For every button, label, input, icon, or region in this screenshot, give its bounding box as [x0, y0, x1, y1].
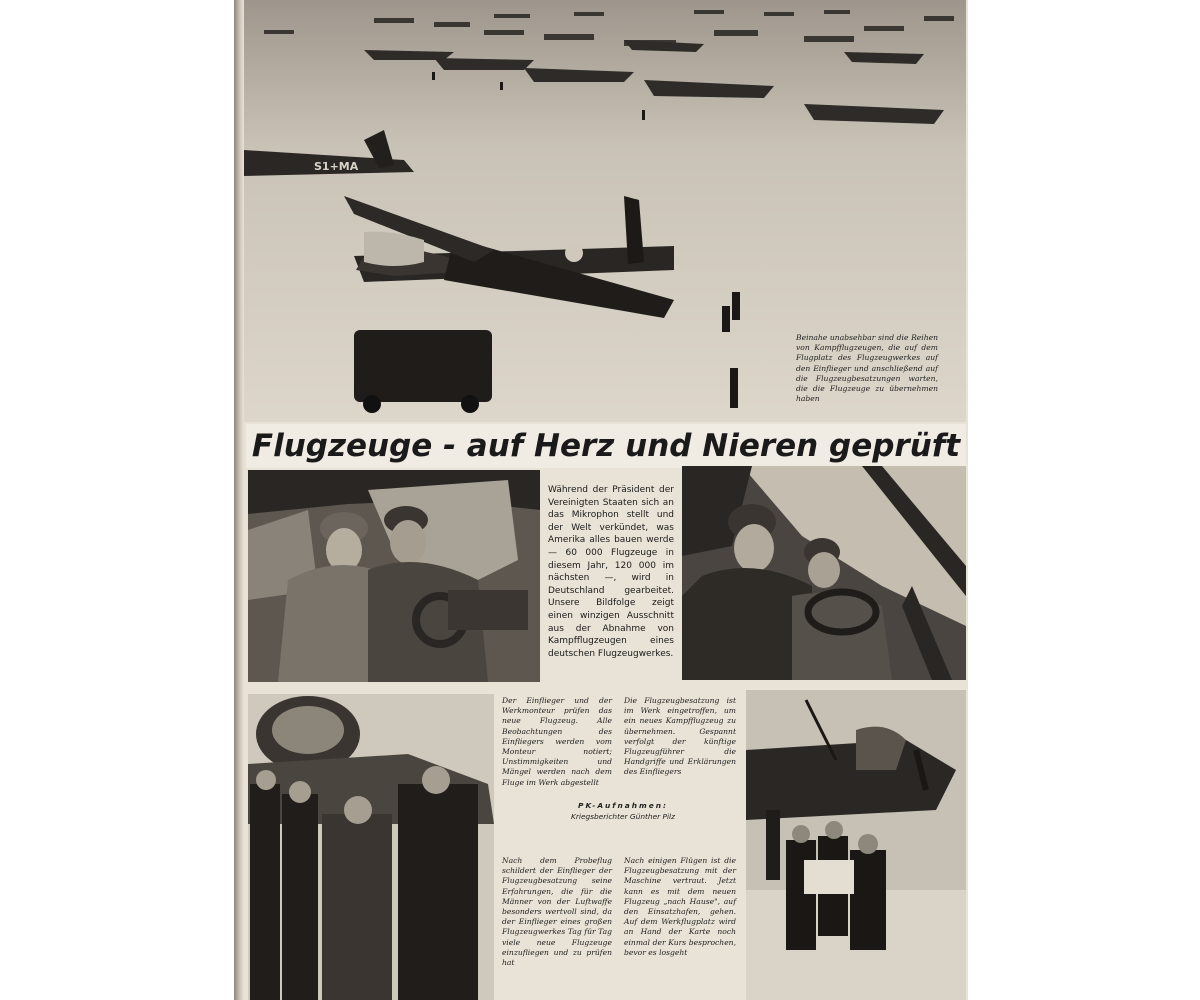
cockpit-photo-left [248, 470, 540, 682]
officers-photo [248, 694, 494, 1000]
test-pilot-caption: Der Einflieger und der Werkmonteur prüfen das neue Flugzeug. Alle Beobachtungen des Einfliegers werden vom Monteur notiert; Unstimmigkeiten und Mängel werden nach dem Fluge im Werk abgestellt [502, 696, 612, 787]
photo-credit-name: Kriegsberichter Günther Pilz [571, 812, 675, 821]
page-spine [234, 0, 244, 1000]
departure-caption: Nach einigen Flügen ist die Flugzeugbesatzung mit der Maschine vertraut. Jetzt kann es mit dem neuen Flugzeug „nach Hause", auf den Einsatzhafen, gehen. Auf dem Werkflugplatz wird an Hand der Karte noch einmal der Kurs besprochen, bevor es losgeht [624, 856, 736, 957]
page-headline: Flugzeuge - auf Herz und Nieren geprüft [246, 424, 966, 468]
aircraft-code-marking: S1+MA [314, 160, 359, 173]
departure-photo [746, 690, 966, 1000]
airfield-caption: Beinahe unabsehbar sind die Reihen von Kampfflugzeugen, die auf dem Flugplatz des Flugzeugwerkes auf den Einflieger und anschließend auf die Flugzeugbesatzungen warten, die die Flugzeuge zu übernehmen haben [796, 333, 938, 404]
photo-credit-label: PK-Aufnahmen: [578, 801, 668, 810]
magazine-page [234, 0, 968, 1000]
crew-arrival-caption: Die Flugzeugbesatzung ist im Werk eingetroffen, um ein neues Kampfflugzeug zu übernehmen. Gespannt verfolgt der künftige Flugzeugführer die Handgriffe und Erklärungen des Einfliegers [624, 696, 736, 777]
intro-text: Während der Präsident der Vereinigten Staaten sich an das Mikrophon stellt und der Welt verkündet, was Amerika alles bauen werde — 60 000 Flugzeuge in diesem Jahr, 120 000 im nächsten —, wird in Deutschland gearbeitet. Unsere Bildfolge zeigt einen winzigen Ausschnitt aus der Abnahme von Kampfflugzeugen eines deutschen Flugzeugwerkes. [548, 485, 674, 659]
cockpit-photo-right [682, 466, 966, 680]
after-flight-caption: Nach dem Probeflug schildert der Einflieger der Flugzeugbesatzung seine Erfahrungen, die für die Männer von der Luftwaffe besonders wertvoll sind, da der Einflieger eines großen Flugzeugwerkes Tag für Tag viele neue Flugzeuge einzufliegen und zu prüfen hat [502, 856, 612, 968]
photo-credit [548, 800, 698, 822]
